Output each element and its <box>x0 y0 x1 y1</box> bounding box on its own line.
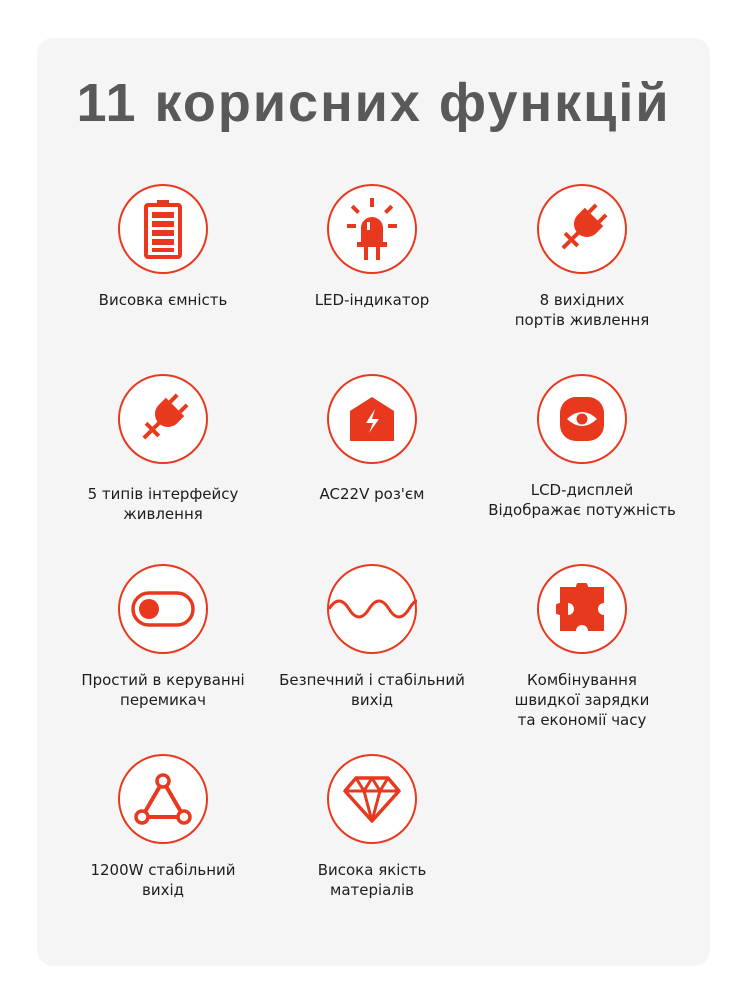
feature-output-ports <box>472 184 692 330</box>
plug-icon <box>132 388 194 450</box>
triangle-nodes-icon <box>134 773 192 825</box>
feature-icon-circle <box>537 374 627 464</box>
feature-easy-switch <box>53 564 273 710</box>
feature-interface-types <box>53 374 273 524</box>
feature-high-capacity <box>53 184 273 310</box>
feature-icon-circle <box>327 184 417 274</box>
feature-ac-socket <box>262 374 482 504</box>
feature-label: 8 вихідних портів живлення <box>514 291 650 329</box>
eye-display-icon <box>559 396 605 442</box>
feature-icon-circle <box>118 184 208 274</box>
feature-label: LED-індикатор <box>314 291 430 309</box>
feature-icon-circle <box>327 374 417 464</box>
feature-label: Висовка ємність <box>98 291 228 309</box>
feature-icon-circle <box>327 754 417 844</box>
diamond-icon <box>342 774 402 824</box>
wave-icon <box>327 589 417 629</box>
feature-led-indicator <box>262 184 482 310</box>
feature-1200w-output <box>53 754 273 900</box>
feature-stable-output <box>262 564 482 710</box>
feature-icon-circle <box>118 564 208 654</box>
feature-icon-circle <box>537 184 627 274</box>
puzzle-icon <box>556 583 608 635</box>
feature-fast-charging <box>472 564 692 730</box>
feature-label: Безпечний і стабільний вихід <box>279 671 465 709</box>
feature-icon-circle <box>537 564 627 654</box>
feature-quality-materials <box>262 754 482 900</box>
toggle-switch-icon <box>131 591 195 627</box>
feature-label: Простий в керуванні перемикач <box>81 671 245 709</box>
feature-lcd-display <box>472 374 692 520</box>
led-indicator-icon <box>347 198 397 260</box>
feature-icon-circle <box>327 564 417 654</box>
battery-icon <box>143 199 183 259</box>
house-lightning-icon <box>348 395 396 443</box>
plug-icon <box>551 198 613 260</box>
feature-label: AC22V роз'єм <box>319 485 425 503</box>
feature-label: Висока якість матеріалів <box>317 861 427 899</box>
page-title: 11 корисних функцій <box>76 73 671 133</box>
feature-label: LCD-дисплей Відображає потужність <box>488 481 676 519</box>
feature-label: 1200W стабільний вихід <box>90 861 236 899</box>
feature-label: 5 типів інтерфейсу живлення <box>87 485 239 523</box>
feature-icon-circle <box>118 374 208 464</box>
feature-icon-circle <box>118 754 208 844</box>
feature-label: Комбінування швидкої зарядки та економії часу <box>514 671 650 729</box>
